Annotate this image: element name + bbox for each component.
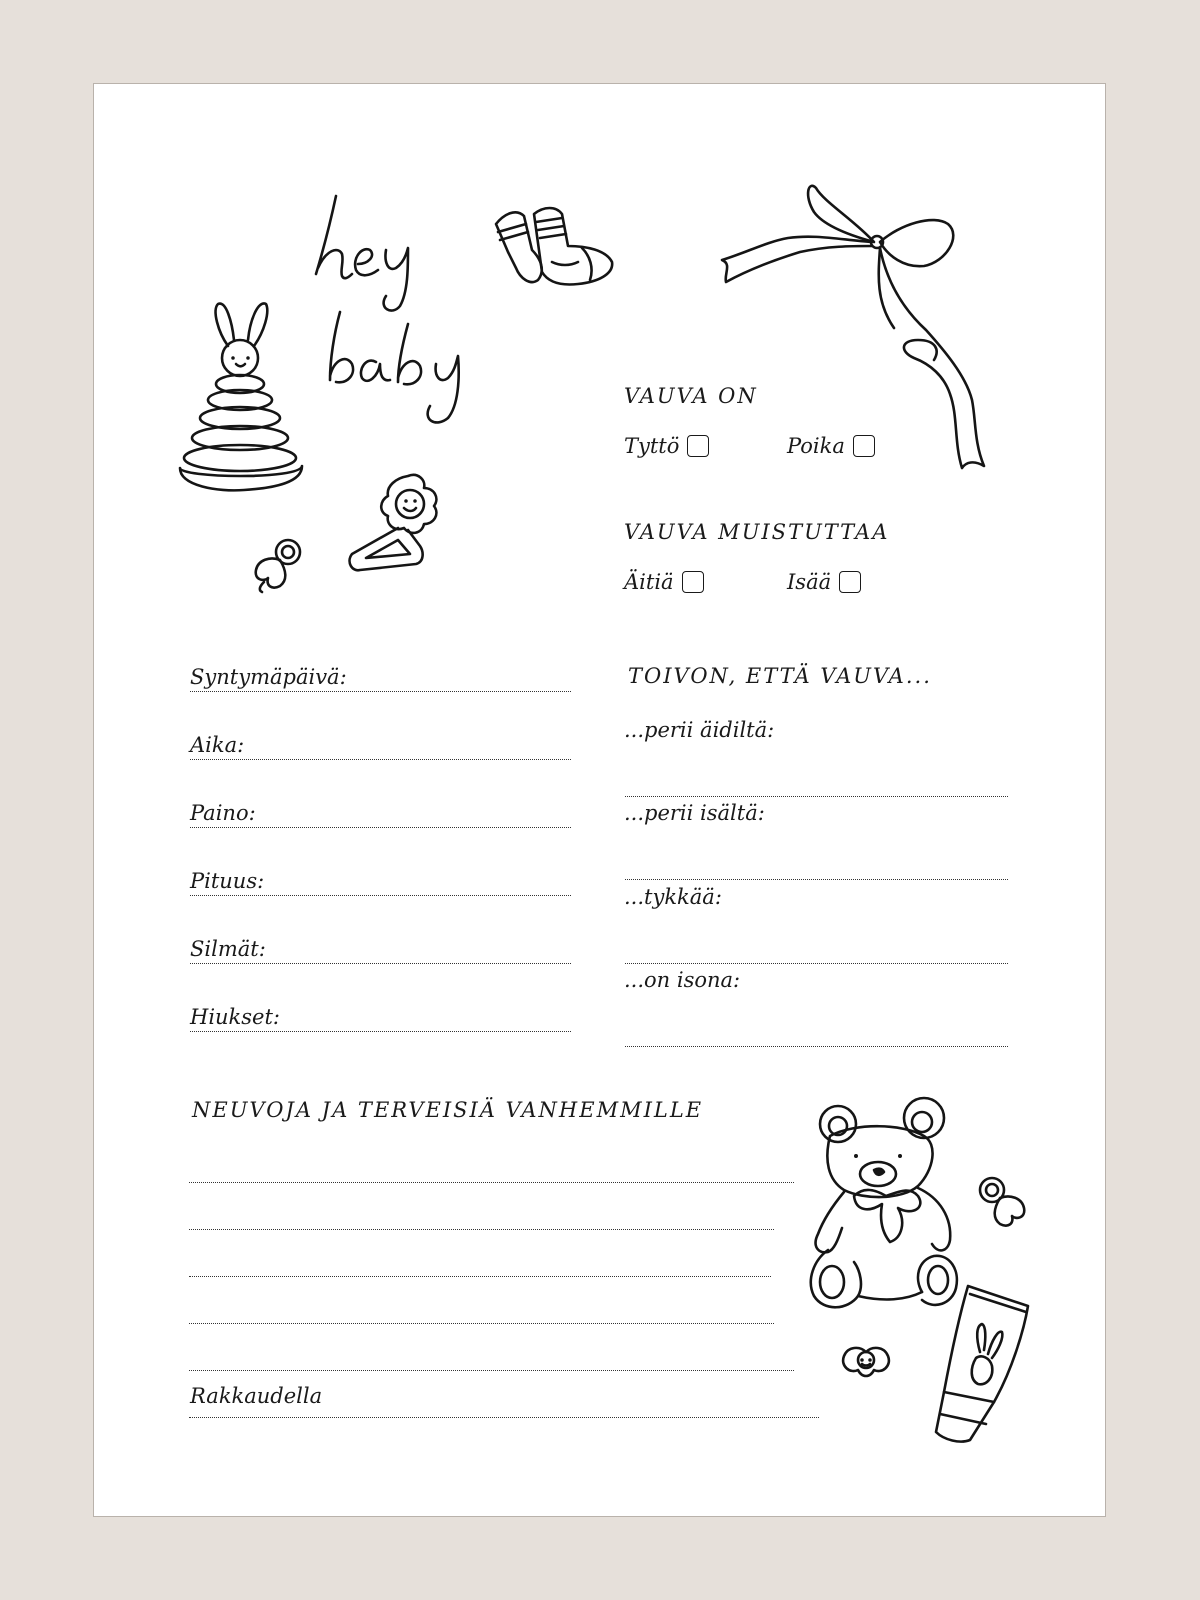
pacifier-icon xyxy=(836,1338,896,1386)
rattle-icon xyxy=(346,470,456,590)
socks-icon xyxy=(490,202,620,302)
field-label: Pituus: xyxy=(190,869,265,893)
memory-card-page xyxy=(93,83,1106,1517)
wish-line-grown-up[interactable] xyxy=(625,1046,1008,1047)
resembles-option-label: Isää xyxy=(787,570,832,594)
resembles-option-mother[interactable] xyxy=(624,570,704,594)
advice-line[interactable] xyxy=(189,1370,794,1371)
wish-label: ...perii äidiltä: xyxy=(624,718,775,742)
signoff-label: Rakkaudella xyxy=(190,1384,323,1408)
resembles-heading: VAUVA MUISTUTTAA xyxy=(624,520,890,544)
wish-label: ...tykkää: xyxy=(624,885,722,909)
weight-field[interactable] xyxy=(190,797,571,828)
wishes-heading: TOIVON, ETTÄ VAUVA... xyxy=(628,664,932,688)
wish-line-father[interactable] xyxy=(625,879,1008,880)
advice-heading: NEUVOJA JA TERVEISIÄ VANHEMMILLE xyxy=(192,1098,704,1122)
advice-line[interactable] xyxy=(189,1323,774,1324)
gender-option-label: Tyttö xyxy=(624,434,680,458)
gender-option-girl[interactable] xyxy=(624,434,709,458)
resembles-option-label: Äitiä xyxy=(624,570,674,594)
field-label: Aika: xyxy=(190,733,245,757)
hair-field[interactable] xyxy=(190,1001,571,1032)
gender-heading: VAUVA ON xyxy=(624,384,758,408)
gender-girl-checkbox[interactable] xyxy=(687,435,709,457)
wish-label: ...perii isältä: xyxy=(624,801,765,825)
wish-label: ...on isona: xyxy=(624,968,741,992)
gender-option-boy[interactable] xyxy=(787,434,875,458)
pacifier-icon xyxy=(250,534,310,594)
wish-line-likes[interactable] xyxy=(625,963,1008,964)
pacifier-icon xyxy=(974,1174,1034,1234)
wish-line-mother[interactable] xyxy=(625,796,1008,797)
resembles-father-checkbox[interactable] xyxy=(839,571,861,593)
resembles-option-father[interactable] xyxy=(787,570,861,594)
advice-line[interactable] xyxy=(189,1182,794,1183)
bow-ribbon-icon xyxy=(704,180,984,470)
advice-line[interactable] xyxy=(189,1229,774,1230)
field-label: Syntymäpäivä: xyxy=(190,665,347,689)
resembles-mother-checkbox[interactable] xyxy=(682,571,704,593)
signoff-line[interactable] xyxy=(189,1417,819,1418)
lotion-tube-icon xyxy=(920,1280,1040,1450)
gender-option-label: Poika xyxy=(787,434,845,458)
field-label: Hiukset: xyxy=(190,1005,280,1029)
field-label: Silmät: xyxy=(190,937,266,961)
ring-stacker-bunny-icon xyxy=(178,296,318,506)
field-label: Paino: xyxy=(190,801,256,825)
eyes-field[interactable] xyxy=(190,933,571,964)
birthday-field[interactable] xyxy=(190,661,571,692)
length-field[interactable] xyxy=(190,865,571,896)
advice-line[interactable] xyxy=(189,1276,771,1277)
gender-boy-checkbox[interactable] xyxy=(853,435,875,457)
time-field[interactable] xyxy=(190,729,571,760)
